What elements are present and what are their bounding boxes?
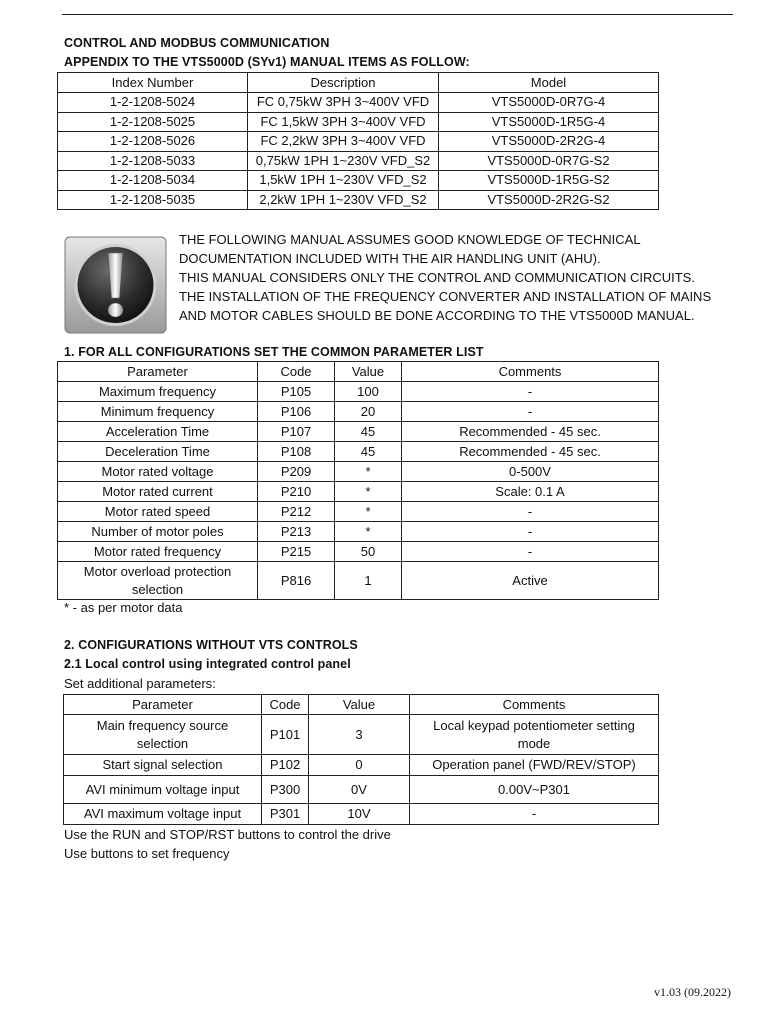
table-cell: Recommended - 45 sec. <box>402 422 659 442</box>
table-row <box>58 402 659 422</box>
table-cell: P105 <box>258 382 335 402</box>
table-cell: Motor rated frequency <box>58 542 258 562</box>
table-row <box>58 562 659 600</box>
table-cell: P102 <box>262 755 309 776</box>
table-cell: 1-2-1208-5033 <box>58 151 248 171</box>
section-2-note-run-stop: Use the RUN and STOP/RST buttons to control the drive <box>64 827 391 842</box>
table-cell: - <box>402 382 659 402</box>
section-1-title: 1. FOR ALL CONFIGURATIONS SET THE COMMON PARAMETER LIST <box>64 345 484 359</box>
table-cell: FC 0,75kW 3PH 3~400V VFD <box>248 93 439 113</box>
table-cell: P300 <box>262 776 309 804</box>
table-header-row <box>64 695 659 715</box>
additional-parameter-table <box>63 694 659 825</box>
table-cell: VTS5000D-1R5G-S2 <box>439 171 659 191</box>
table-cell: Number of motor poles <box>58 522 258 542</box>
table-cell: AVI maximum voltage input <box>64 804 262 825</box>
top-rule <box>62 14 733 15</box>
exclamation-warning-icon <box>64 236 167 334</box>
table-cell: P210 <box>258 482 335 502</box>
column-header: Code <box>262 695 309 715</box>
table-row <box>58 171 659 191</box>
doc-subtitle: APPENDIX TO THE VTS5000D (SYv1) MANUAL ITEMS AS FOLLOW: <box>64 55 470 69</box>
table-row <box>64 715 659 755</box>
table-cell: P106 <box>258 402 335 422</box>
table-cell: FC 2,2kW 3PH 3~400V VFD <box>248 132 439 152</box>
table-row <box>58 522 659 542</box>
table-cell: 3 <box>309 715 410 755</box>
column-header: Index Number <box>58 73 248 93</box>
table-row <box>58 151 659 171</box>
table-row <box>58 93 659 113</box>
table-cell: Scale: 0.1 A <box>402 482 659 502</box>
table-cell: * <box>335 462 402 482</box>
table-cell: 0V <box>309 776 410 804</box>
notice-line: THE INSTALLATION OF THE FREQUENCY CONVERTER AND INSTALLATION OF MAINS <box>179 289 712 304</box>
column-header: Parameter <box>58 362 258 382</box>
table-cell: AVI minimum voltage input <box>64 776 262 804</box>
table-cell: 100 <box>335 382 402 402</box>
table-cell: 2,2kW 1PH 1~230V VFD_S2 <box>248 190 439 210</box>
table-cell: Maximum frequency <box>58 382 258 402</box>
table-cell: * <box>335 502 402 522</box>
table-row <box>64 804 659 825</box>
table-cell: P215 <box>258 542 335 562</box>
table-cell: P107 <box>258 422 335 442</box>
column-header: Value <box>335 362 402 382</box>
table-cell: - <box>410 804 659 825</box>
table-cell: - <box>402 542 659 562</box>
column-header: Code <box>258 362 335 382</box>
section-2-title: 2. CONFIGURATIONS WITHOUT VTS CONTROLS <box>64 638 358 652</box>
table-cell: 20 <box>335 402 402 422</box>
footnote: * - as per motor data <box>64 600 183 615</box>
notice-text <box>179 230 739 325</box>
table-row <box>58 382 659 402</box>
table-cell: 45 <box>335 422 402 442</box>
table-cell: 0.00V~P301 <box>410 776 659 804</box>
table-row <box>58 112 659 132</box>
table-cell: 1-2-1208-5034 <box>58 171 248 191</box>
table-cell: P108 <box>258 442 335 462</box>
table-cell: VTS5000D-2R2G-4 <box>439 132 659 152</box>
table-cell: Start signal selection <box>64 755 262 776</box>
table-row <box>64 776 659 804</box>
version-footer: v1.03 (09.2022) <box>654 985 731 999</box>
column-header: Comments <box>410 695 659 715</box>
table-row <box>64 755 659 776</box>
table-cell: * <box>335 482 402 502</box>
table-cell: P816 <box>258 562 335 600</box>
doc-title: CONTROL AND MODBUS COMMUNICATION <box>64 36 330 50</box>
table-row <box>58 422 659 442</box>
table-cell: - <box>402 502 659 522</box>
table-cell: Minimum frequency <box>58 402 258 422</box>
table-cell: Local keypad potentiometer setting mode <box>410 715 659 755</box>
column-header: Model <box>439 73 659 93</box>
table-cell: VTS5000D-0R7G-4 <box>439 93 659 113</box>
column-header: Description <box>248 73 439 93</box>
table-row <box>58 542 659 562</box>
table-cell: VTS5000D-0R7G-S2 <box>439 151 659 171</box>
table-row <box>58 190 659 210</box>
section-2-intro: Set additional parameters: <box>64 676 216 691</box>
table-cell: 0 <box>309 755 410 776</box>
column-header: Value <box>309 695 410 715</box>
notice-line: THIS MANUAL CONSIDERS ONLY THE CONTROL AND COMMUNICATION CIRCUITS. <box>179 270 695 285</box>
table-cell: - <box>402 522 659 542</box>
table-row <box>58 132 659 152</box>
table-cell: P301 <box>262 804 309 825</box>
table-row <box>58 462 659 482</box>
table-cell: P213 <box>258 522 335 542</box>
table-row <box>58 502 659 522</box>
section-2-note-frequency: Use buttons to set frequency <box>64 846 230 861</box>
table-row <box>58 482 659 502</box>
table-cell: Motor rated current <box>58 482 258 502</box>
table-cell: 0-500V <box>402 462 659 482</box>
table-cell: 45 <box>335 442 402 462</box>
table-cell: P209 <box>258 462 335 482</box>
table-cell: Recommended - 45 sec. <box>402 442 659 462</box>
table-cell: * <box>335 522 402 542</box>
section-2-1-subtitle: 2.1 Local control using integrated control panel <box>64 657 351 671</box>
table-header-row <box>58 362 659 382</box>
table-cell: Motor rated speed <box>58 502 258 522</box>
table-cell: FC 1,5kW 3PH 3~400V VFD <box>248 112 439 132</box>
table-cell: Active <box>402 562 659 600</box>
table-cell: Motor rated voltage <box>58 462 258 482</box>
table-cell: - <box>402 402 659 422</box>
table-cell: P101 <box>262 715 309 755</box>
table-cell: Main frequency source selection <box>64 715 262 755</box>
column-header: Parameter <box>64 695 262 715</box>
table-cell: Motor overload protection selection <box>58 562 258 600</box>
table-cell: 1 <box>335 562 402 600</box>
table-cell: 1,5kW 1PH 1~230V VFD_S2 <box>248 171 439 191</box>
table-cell: 1-2-1208-5035 <box>58 190 248 210</box>
table-cell: 1-2-1208-5024 <box>58 93 248 113</box>
table-cell: Operation panel (FWD/REV/STOP) <box>410 755 659 776</box>
table-cell: P212 <box>258 502 335 522</box>
table-header-row <box>58 73 659 93</box>
models-table <box>57 72 659 210</box>
table-cell: VTS5000D-2R2G-S2 <box>439 190 659 210</box>
table-row <box>58 442 659 462</box>
table-cell: Deceleration Time <box>58 442 258 462</box>
table-cell: 0,75kW 1PH 1~230V VFD_S2 <box>248 151 439 171</box>
table-cell: 50 <box>335 542 402 562</box>
table-cell: 1-2-1208-5026 <box>58 132 248 152</box>
notice-line: DOCUMENTATION INCLUDED WITH THE AIR HANDLING UNIT (AHU). <box>179 251 601 266</box>
common-parameter-table <box>57 361 659 600</box>
table-cell: 10V <box>309 804 410 825</box>
table-cell: 1-2-1208-5025 <box>58 112 248 132</box>
table-cell: VTS5000D-1R5G-4 <box>439 112 659 132</box>
notice-line: THE FOLLOWING MANUAL ASSUMES GOOD KNOWLEDGE OF TECHNICAL <box>179 232 641 247</box>
notice-line: AND MOTOR CABLES SHOULD BE DONE ACCORDING TO THE VTS5000D MANUAL. <box>179 308 695 323</box>
table-cell: Acceleration Time <box>58 422 258 442</box>
column-header: Comments <box>402 362 659 382</box>
